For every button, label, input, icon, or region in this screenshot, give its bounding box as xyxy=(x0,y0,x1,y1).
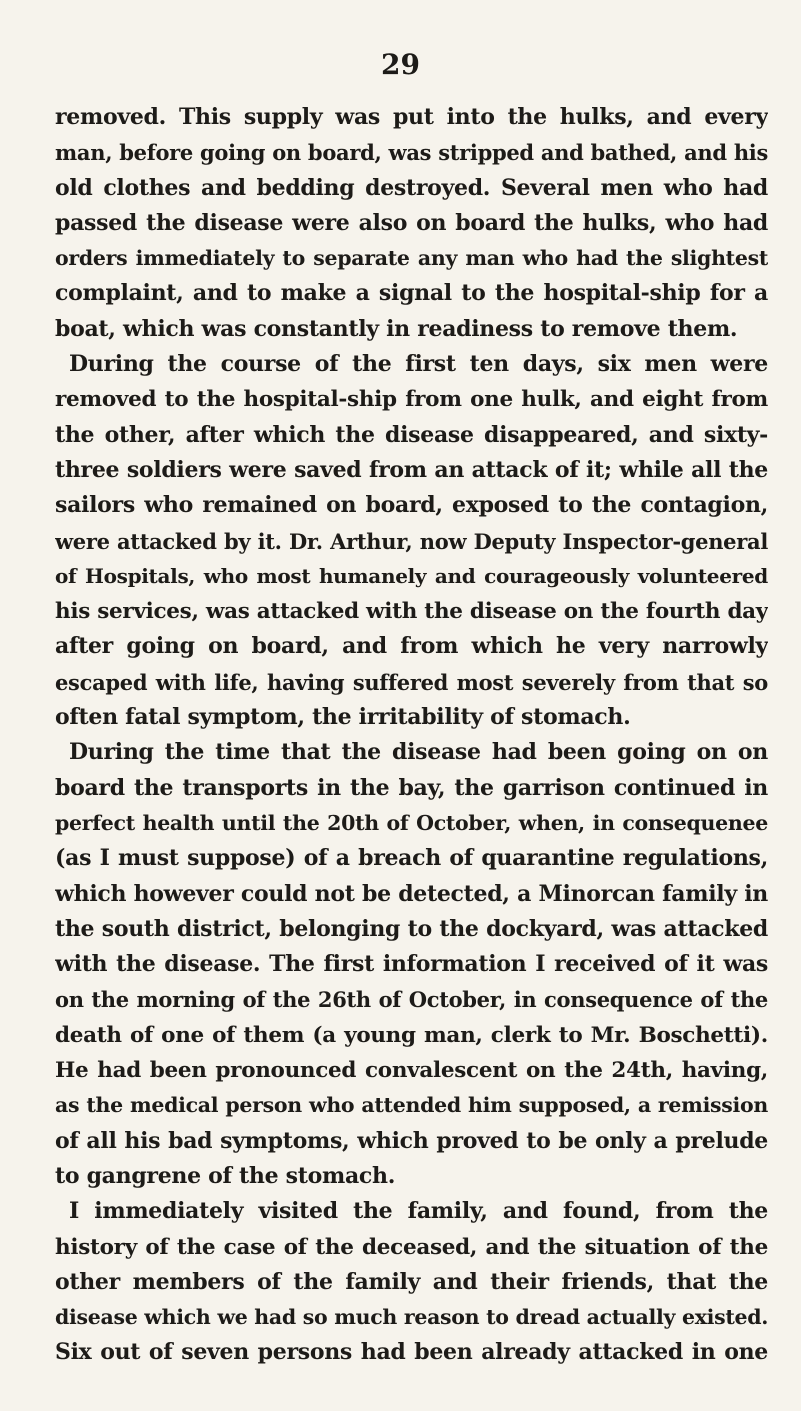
text-line: after going on board, and from which he very narrowly xyxy=(55,633,768,660)
body-text xyxy=(55,100,768,1371)
text-line: of all his bad symptoms, which proved to be only a prelude xyxy=(55,1127,768,1154)
text-line: as the medical person who attended him supposed, a remission xyxy=(55,1093,768,1118)
text-line: boat, which was constantly in readiness to remove them. xyxy=(55,315,738,342)
text-line: often fatal symptom, the irritability of stomach. xyxy=(55,704,631,731)
text-line: complaint, and to make a signal to the hospital-ship for a xyxy=(55,280,768,307)
text-line: removed. This supply was put into the hulks, and every xyxy=(55,104,768,130)
text-line: removed to the hospital-ship from one hulk, and eight from xyxy=(55,387,768,413)
text-line: He had been pronounced convalescent on the 24th, having, xyxy=(55,1058,768,1084)
text-line: Six out of seven persons had been already attacked in one xyxy=(55,1339,768,1366)
text-line: the other, after which the disease disappeared, and sixty- xyxy=(55,421,768,448)
text-line: board the transports in the bay, the garrison continued in xyxy=(55,774,768,801)
text-line: (as I must suppose) of a breach of quarantine regulations, xyxy=(55,845,768,872)
text-line: with the disease. The first information I received of it was xyxy=(55,951,768,978)
text-line: death of one of them (a young man, clerk to Mr. Boschetti). xyxy=(55,1022,768,1048)
text-line: orders immediately to separate any man who had the slightest xyxy=(55,246,768,271)
text-line: of Hospitals, who most humanely and courageously volunteered xyxy=(55,563,768,588)
text-line: the south district, belonging to the dockyard, was attacked xyxy=(55,915,768,942)
text-line: on the morning of the 26th of October, in consequence of the xyxy=(55,987,768,1013)
text-line: escaped with life, having suffered most severely from that so xyxy=(55,669,768,695)
text-line: other members of the family and their friends, that the xyxy=(55,1268,768,1295)
text-line: man, before going on board, was stripped and bathed, and his xyxy=(55,140,768,166)
text-line: sailors who remained on board, exposed to the contagion, xyxy=(55,492,768,519)
text-line: disease which we had so much reason to dread actually existed. xyxy=(55,1305,768,1330)
text-line: were attacked by it. Dr. Arthur, now Deputy Inspector-general xyxy=(55,528,768,554)
text-line: During the course of the first ten days, six men were xyxy=(69,351,768,378)
text-line: passed the disease were also on board the hulks, who had xyxy=(55,209,768,236)
text-line: perfect health until the 20th of October, when, in consequenee xyxy=(55,810,768,835)
page-number: 29 xyxy=(381,48,420,81)
text-line: history of the case of the deceased, and the situation of the xyxy=(55,1234,768,1260)
text-line: his services, was attacked with the disease on the fourth day xyxy=(55,599,768,625)
text-line: old clothes and bedding destroyed. Several men who had xyxy=(55,174,768,201)
text-line: During the time that the disease had been going on on xyxy=(69,739,768,766)
text-line: I immediately visited the family, and found, from the xyxy=(69,1198,768,1225)
text-line: which however could not be detected, a Minorcan family in xyxy=(55,880,768,907)
text-line: three soldiers were saved from an attack of it; while all the xyxy=(55,456,768,483)
text-line: to gangrene of the stomach. xyxy=(55,1162,396,1189)
